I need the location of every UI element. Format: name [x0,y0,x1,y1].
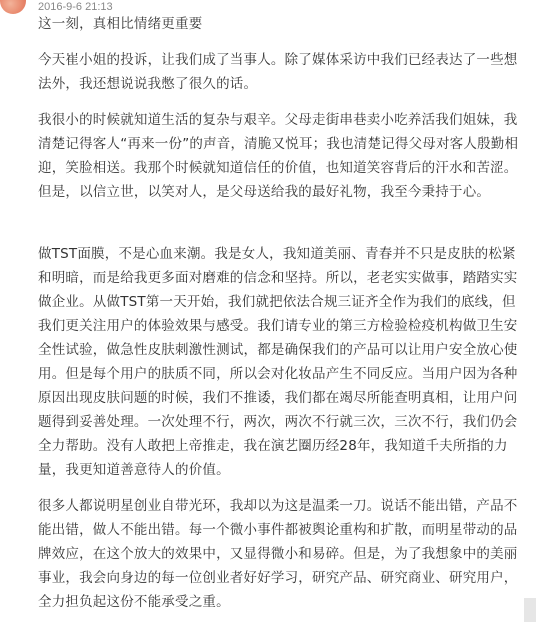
paragraph-childhood: 我很小的时候就知道生活的复杂与艰辛。父母走街串巷卖小吃养活我们姐妹，我清楚记得客人“再来一份”的声音，清脆又悦耳；我也清楚记得父母对客人殷勤相迎，笑脸相送。我那个时候就知道信任的价值，也知道笑容背后的汗水和苦涩。但是，以信立世，以笑对人，是父母送给我的最好礼物，我至今秉持于心。 [38,112,519,200]
post-title: 这一刻，真相比情绪更重要 [38,16,203,32]
user-avatar-icon[interactable] [0,0,26,14]
post-body [38,12,522,614]
paragraph-tst-mask: 做TST面膜，不是心血来潮。我是女人，我知道美丽、青春并不只是皮肤的松紧和明暗，而是给我更多面对磨难的信念和坚持。所以，老老实实做事，踏踏实实做企业。从做TST第一天开始，我们就把依法合规三证齐全作为我们的底线，但我们更关注用户的体验效果与感受。我们请专业的第三方检验检疫机构做卫生安全性试验，做急性皮肤刺激性测试，都是确保我们的产品可以让用户安全放心使用。但是每个用户的肤质不同，所以会对化妆品产生不同反应。当用户因为各种原因出现皮肤问题的时候，我们不推诿，我们都在竭尽所能查明真相，让用户问题得到妥善处理。一次处理不行，两次，两次不行就三次，三次不行，我们仍会全力帮助。没有人敢把上帝推走，我在演艺圈历经28年，我知道千夫所指的力量，我更知道善意待人的价值。 [38,246,518,478]
post-timestamp: 2016-9-6 21:13 [38,1,113,13]
scrollbar-thumb[interactable] [524,598,536,622]
paragraph-intro: 今天崔小姐的投诉，让我们成了当事人。除了媒体采访中我们已经表达了一些想法外，我还想说说我憋了很久的话。 [38,52,518,92]
paragraph-celebrity-business: 很多人都说明星创业自带光环，我却以为这是温柔一刀。说话不能出错，产品不能出错，做人不能出错。每一个微小事件都被舆论重构和扩散，而明星带动的品牌效应，在这个放大的效果中，又显得微小和易碎。但是，为了我想象中的美丽事业，我会向身边的每一位创业者好好学习，研究产品、研究商业、研究用户，全力担负起这份不能承受之重。 [38,498,518,610]
